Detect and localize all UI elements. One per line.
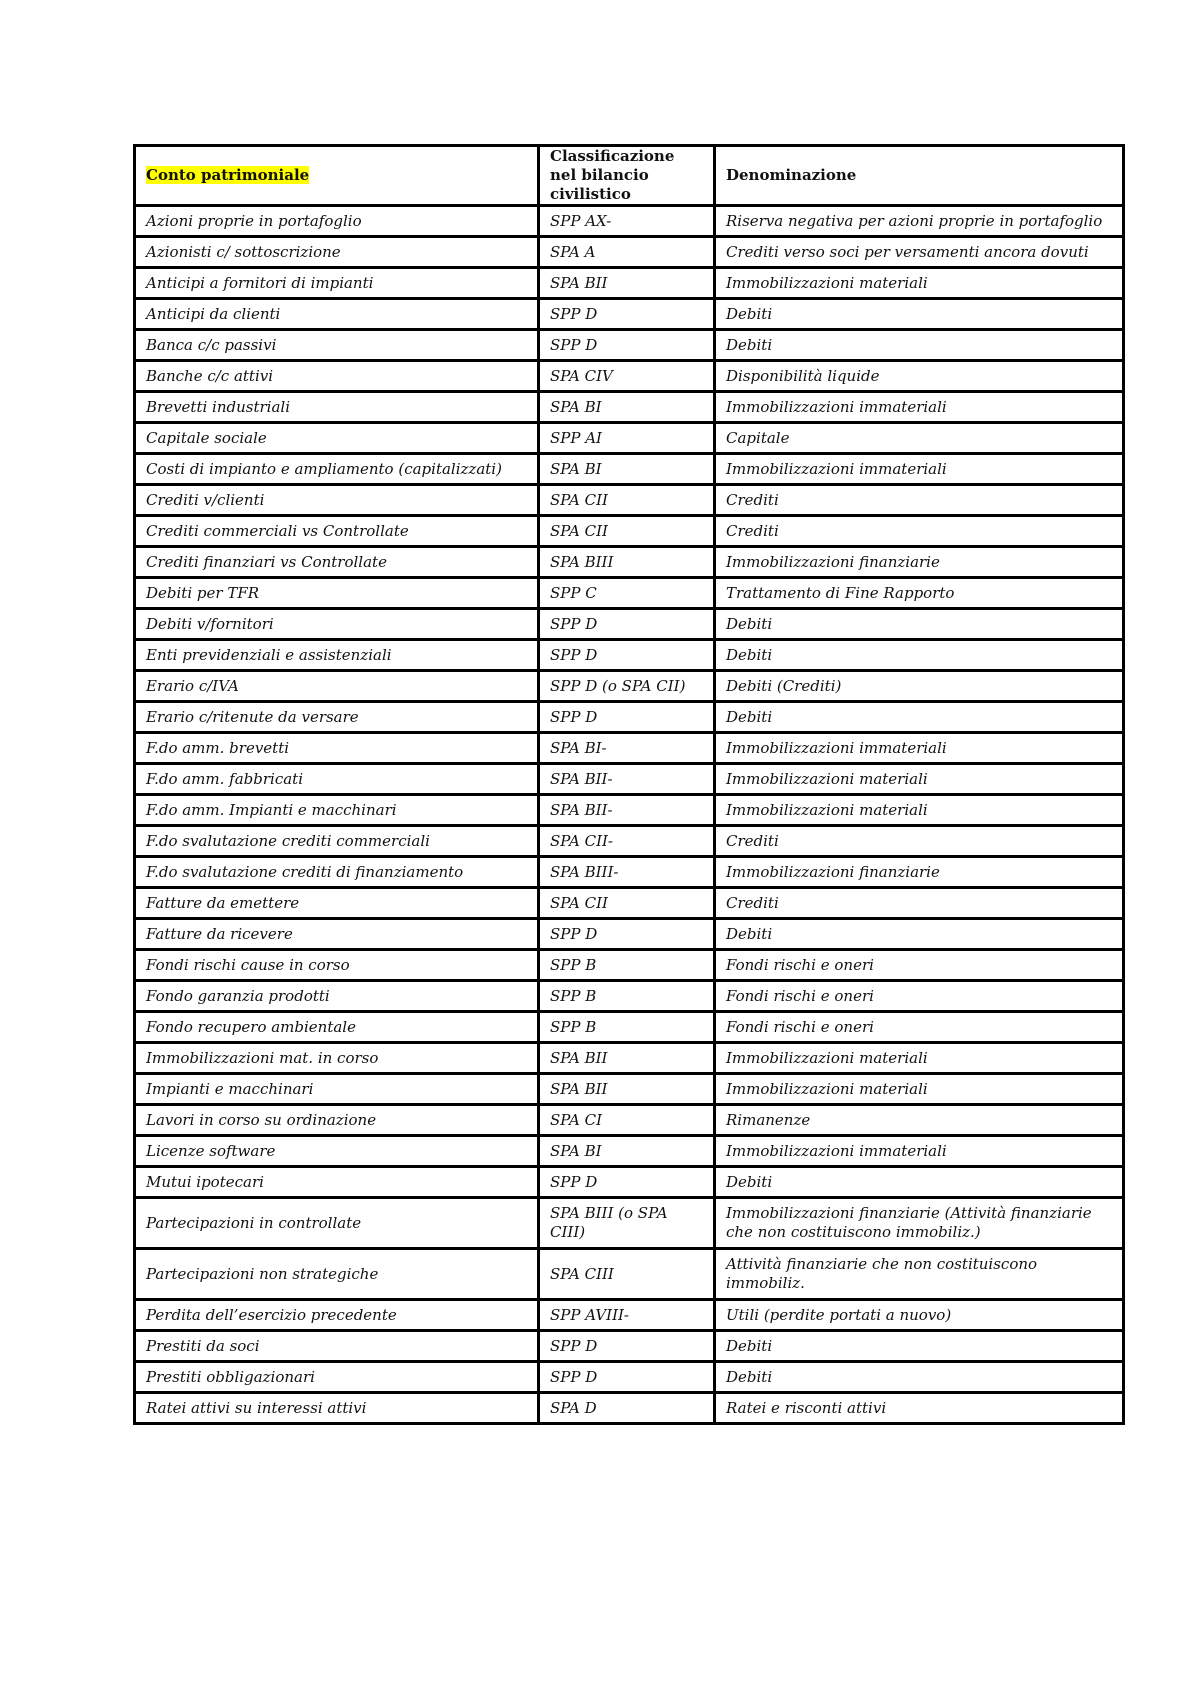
cell-classification: SPA CII — [539, 485, 715, 516]
table-row — [135, 609, 1124, 640]
cell-account: Enti previdenziali e assistenziali — [135, 640, 539, 671]
cell-account: Ratei attivi su interessi attivi — [135, 1393, 539, 1424]
cell-classification: SPA BI — [539, 454, 715, 485]
table-row — [135, 764, 1124, 795]
table-row — [135, 361, 1124, 392]
cell-classification: SPP D (o SPA CII) — [539, 671, 715, 702]
cell-classification: SPP D — [539, 330, 715, 361]
cell-denomination: Rimanenze — [715, 1105, 1124, 1136]
cell-denomination: Fondi rischi e oneri — [715, 981, 1124, 1012]
cell-account: Perdita dell’esercizio precedente — [135, 1300, 539, 1331]
header-classification: Classificazione nel bilancio civilistico — [539, 146, 715, 206]
cell-account: Erario c/ritenute da versare — [135, 702, 539, 733]
cell-denomination: Fondi rischi e oneri — [715, 1012, 1124, 1043]
table-row — [135, 857, 1124, 888]
cell-denomination: Crediti — [715, 485, 1124, 516]
table-row — [135, 671, 1124, 702]
table-row — [135, 888, 1124, 919]
cell-denomination: Immobilizzazioni finanziarie — [715, 857, 1124, 888]
table-row — [135, 1393, 1124, 1424]
cell-denomination: Immobilizzazioni finanziarie (Attività finanziarie che non costituiscono immobiliz.) — [715, 1198, 1124, 1249]
table-row — [135, 268, 1124, 299]
cell-account: Partecipazioni in controllate — [135, 1198, 539, 1249]
cell-classification: SPP D — [539, 609, 715, 640]
cell-classification: SPA BIII — [539, 547, 715, 578]
cell-account: Crediti commerciali vs Controllate — [135, 516, 539, 547]
cell-classification: SPP D — [539, 1362, 715, 1393]
cell-denomination: Immobilizzazioni immateriali — [715, 1136, 1124, 1167]
cell-classification: SPA CIV — [539, 361, 715, 392]
cell-classification: SPP D — [539, 640, 715, 671]
table-row — [135, 1300, 1124, 1331]
cell-denomination: Debiti — [715, 1167, 1124, 1198]
table-row — [135, 392, 1124, 423]
cell-account: F.do svalutazione crediti commerciali — [135, 826, 539, 857]
cell-classification: SPA BI- — [539, 733, 715, 764]
cell-denomination: Immobilizzazioni materiali — [715, 1043, 1124, 1074]
cell-account: Crediti v/clienti — [135, 485, 539, 516]
cell-denomination: Immobilizzazioni materiali — [715, 764, 1124, 795]
cell-classification: SPA CI — [539, 1105, 715, 1136]
cell-account: Prestiti obbligazionari — [135, 1362, 539, 1393]
cell-account: F.do amm. Impianti e macchinari — [135, 795, 539, 826]
cell-denomination: Immobilizzazioni materiali — [715, 795, 1124, 826]
table-row — [135, 423, 1124, 454]
cell-account: Debiti per TFR — [135, 578, 539, 609]
cell-denomination: Crediti verso soci per versamenti ancora dovuti — [715, 237, 1124, 268]
cell-classification: SPP D — [539, 702, 715, 733]
cell-denomination: Crediti — [715, 516, 1124, 547]
cell-account: Erario c/IVA — [135, 671, 539, 702]
cell-account: Lavori in corso su ordinazione — [135, 1105, 539, 1136]
table-row — [135, 795, 1124, 826]
cell-account: Crediti finanziari vs Controllate — [135, 547, 539, 578]
cell-denomination: Fondi rischi e oneri — [715, 950, 1124, 981]
cell-denomination: Debiti — [715, 919, 1124, 950]
cell-account: Impianti e macchinari — [135, 1074, 539, 1105]
cell-classification: SPP AX- — [539, 206, 715, 237]
cell-account: Banche c/c attivi — [135, 361, 539, 392]
cell-classification: SPP C — [539, 578, 715, 609]
table-row — [135, 237, 1124, 268]
cell-account: Azioni proprie in portafoglio — [135, 206, 539, 237]
table-row — [135, 578, 1124, 609]
cell-account: Fondo recupero ambientale — [135, 1012, 539, 1043]
cell-denomination: Immobilizzazioni materiali — [715, 1074, 1124, 1105]
cell-denomination: Immobilizzazioni materiali — [715, 268, 1124, 299]
cell-classification: SPP D — [539, 299, 715, 330]
table-row — [135, 299, 1124, 330]
cell-denomination: Crediti — [715, 826, 1124, 857]
cell-account: F.do svalutazione crediti di finanziamento — [135, 857, 539, 888]
table-row — [135, 454, 1124, 485]
table-row — [135, 1249, 1124, 1300]
cell-account: F.do amm. fabbricati — [135, 764, 539, 795]
cell-denomination: Debiti — [715, 299, 1124, 330]
cell-denomination: Debiti — [715, 702, 1124, 733]
table-row — [135, 1167, 1124, 1198]
table-row — [135, 1074, 1124, 1105]
cell-classification: SPP B — [539, 1012, 715, 1043]
table-row — [135, 1198, 1124, 1249]
cell-classification: SPA CIII — [539, 1249, 715, 1300]
cell-classification: SPP B — [539, 981, 715, 1012]
cell-account: Fatture da emettere — [135, 888, 539, 919]
header-account — [135, 146, 539, 206]
header-account-highlight: Conto patrimoniale — [146, 166, 310, 184]
table-row — [135, 981, 1124, 1012]
cell-denomination: Disponibilità liquide — [715, 361, 1124, 392]
table-row — [135, 1331, 1124, 1362]
table-row — [135, 733, 1124, 764]
cell-classification: SPA BII — [539, 1043, 715, 1074]
cell-denomination: Immobilizzazioni finanziarie — [715, 547, 1124, 578]
cell-denomination: Utili (perdite portati a nuovo) — [715, 1300, 1124, 1331]
cell-account: Anticipi da clienti — [135, 299, 539, 330]
table-row — [135, 1362, 1124, 1393]
cell-classification: SPA BII — [539, 268, 715, 299]
table-row — [135, 485, 1124, 516]
cell-denomination: Capitale — [715, 423, 1124, 454]
cell-denomination: Crediti — [715, 888, 1124, 919]
cell-classification: SPA BI — [539, 392, 715, 423]
cell-account: F.do amm. brevetti — [135, 733, 539, 764]
cell-denomination: Debiti — [715, 1331, 1124, 1362]
cell-account: Brevetti industriali — [135, 392, 539, 423]
cell-account: Fondi rischi cause in corso — [135, 950, 539, 981]
cell-denomination: Debiti — [715, 609, 1124, 640]
cell-account: Anticipi a fornitori di impianti — [135, 268, 539, 299]
table-row — [135, 950, 1124, 981]
cell-classification: SPA BII- — [539, 795, 715, 826]
table-header-row — [135, 146, 1124, 206]
cell-classification: SPA BI — [539, 1136, 715, 1167]
cell-account: Partecipazioni non strategiche — [135, 1249, 539, 1300]
cell-classification: SPP D — [539, 1331, 715, 1362]
cell-account: Capitale sociale — [135, 423, 539, 454]
cell-account: Debiti v/fornitori — [135, 609, 539, 640]
cell-account: Azionisti c/ sottoscrizione — [135, 237, 539, 268]
table-row — [135, 1136, 1124, 1167]
cell-classification: SPA D — [539, 1393, 715, 1424]
table-row — [135, 1043, 1124, 1074]
cell-denomination: Immobilizzazioni immateriali — [715, 733, 1124, 764]
cell-classification: SPA CII — [539, 516, 715, 547]
table-row — [135, 1105, 1124, 1136]
cell-account: Immobilizzazioni mat. in corso — [135, 1043, 539, 1074]
cell-account: Mutui ipotecari — [135, 1167, 539, 1198]
cell-account: Fatture da ricevere — [135, 919, 539, 950]
cell-denomination: Debiti — [715, 330, 1124, 361]
cell-classification: SPA BIII- — [539, 857, 715, 888]
cell-classification: SPA CII — [539, 888, 715, 919]
cell-account: Banca c/c passivi — [135, 330, 539, 361]
cell-classification: SPA A — [539, 237, 715, 268]
cell-classification: SPP B — [539, 950, 715, 981]
cell-classification: SPP D — [539, 919, 715, 950]
cell-denomination: Immobilizzazioni immateriali — [715, 454, 1124, 485]
cell-denomination: Trattamento di Fine Rapporto — [715, 578, 1124, 609]
table-row — [135, 826, 1124, 857]
table-row — [135, 1012, 1124, 1043]
table-row — [135, 330, 1124, 361]
cell-denomination: Debiti (Crediti) — [715, 671, 1124, 702]
cell-classification: SPA BII- — [539, 764, 715, 795]
table-row — [135, 640, 1124, 671]
cell-classification: SPP AI — [539, 423, 715, 454]
cell-classification: SPP D — [539, 1167, 715, 1198]
cell-denomination: Riserva negativa per azioni proprie in portafoglio — [715, 206, 1124, 237]
cell-classification: SPA CII- — [539, 826, 715, 857]
cell-denomination: Debiti — [715, 1362, 1124, 1393]
cell-classification: SPA BIII (o SPA CIII) — [539, 1198, 715, 1249]
cell-account: Licenze software — [135, 1136, 539, 1167]
cell-classification: SPP AVIII- — [539, 1300, 715, 1331]
cell-account: Prestiti da soci — [135, 1331, 539, 1362]
table-row — [135, 919, 1124, 950]
table-row — [135, 516, 1124, 547]
cell-denomination: Immobilizzazioni immateriali — [715, 392, 1124, 423]
header-denomination: Denominazione — [715, 146, 1124, 206]
cell-denomination: Debiti — [715, 640, 1124, 671]
accounts-classification-table — [133, 144, 1125, 1425]
cell-denomination: Ratei e risconti attivi — [715, 1393, 1124, 1424]
table-body — [135, 206, 1124, 1424]
cell-account: Fondo garanzia prodotti — [135, 981, 539, 1012]
cell-classification: SPA BII — [539, 1074, 715, 1105]
table-row — [135, 702, 1124, 733]
cell-denomination: Attività finanziarie che non costituiscono immobiliz. — [715, 1249, 1124, 1300]
table-row — [135, 547, 1124, 578]
table-row — [135, 206, 1124, 237]
cell-account: Costi di impianto e ampliamento (capitalizzati) — [135, 454, 539, 485]
